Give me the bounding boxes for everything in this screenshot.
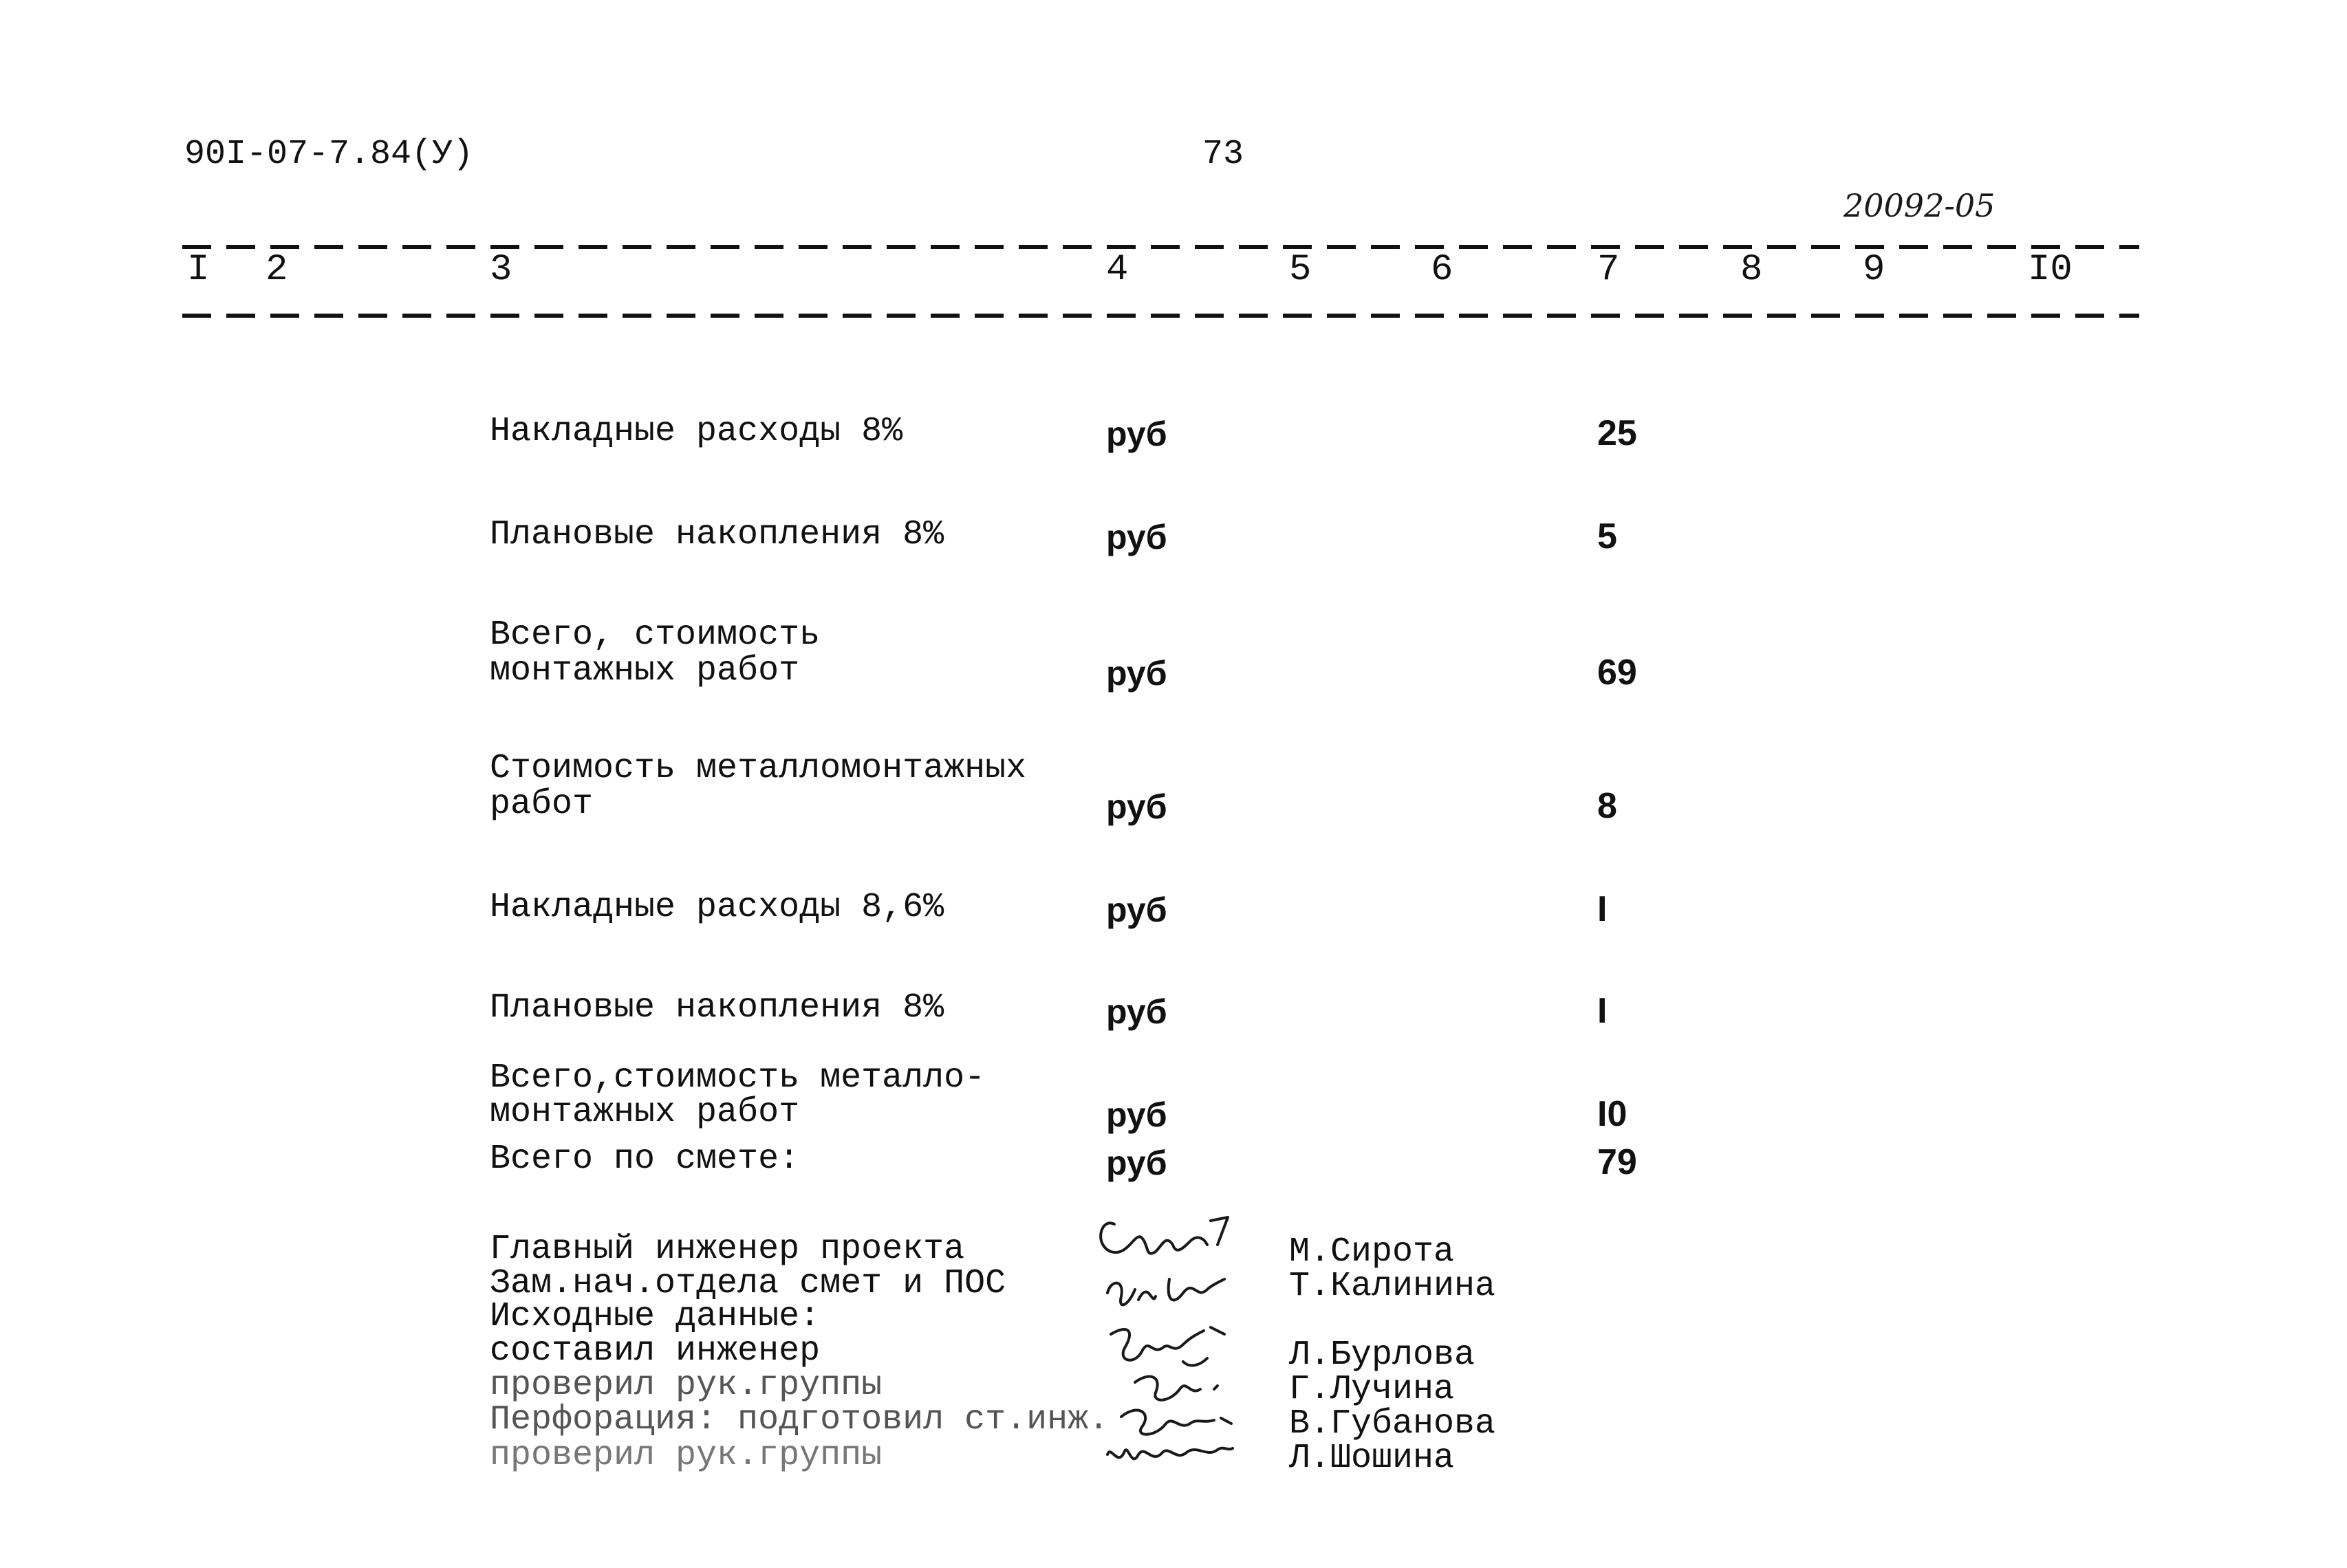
column-number: 7: [1597, 249, 1620, 291]
signer-role: проверил рук.группы: [490, 1436, 883, 1475]
row-value: I: [1597, 991, 1608, 1031]
row-value: 25: [1597, 413, 1637, 453]
column-number: I0: [2028, 249, 2073, 291]
column-number: 3: [490, 249, 512, 291]
handwritten-number: 20092-05: [1843, 187, 1996, 224]
signer-role: Главный инженер проекта: [490, 1230, 965, 1269]
row-label-line1: Стоимость металломонтажных: [490, 749, 1027, 788]
row-unit: руб: [1106, 891, 1167, 929]
row-unit: руб: [1106, 518, 1167, 556]
column-number: 8: [1740, 249, 1763, 291]
row-value: I0: [1597, 1094, 1627, 1134]
signer-role: составил инженер: [490, 1331, 821, 1371]
column-number: 9: [1863, 249, 1885, 291]
signature-image: [1087, 1197, 1293, 1485]
row-unit: руб: [1106, 415, 1167, 453]
row-label-line2: монтажных работ: [490, 651, 800, 690]
row-label: Плановые накопления 8%: [490, 515, 944, 554]
column-number: 6: [1431, 249, 1453, 291]
row-unit: руб: [1106, 1096, 1167, 1134]
row-label-line1: Всего,стоимость металло-: [490, 1058, 986, 1098]
page-number: 73: [1202, 135, 1244, 174]
column-header-bottom-rule: [182, 314, 2139, 318]
signer-name: В.Губанова: [1289, 1404, 1496, 1444]
signer-role: Зам.нач.отдела смет и ПОС: [490, 1264, 1006, 1303]
row-value: 69: [1597, 653, 1637, 693]
column-number: 4: [1106, 249, 1129, 291]
row-label: Накладные расходы 8%: [490, 412, 903, 451]
signer-role: Исходные данные:: [490, 1297, 821, 1336]
signer-name: Т.Калинина: [1289, 1267, 1496, 1306]
signer-name: М.Сирота: [1289, 1232, 1455, 1272]
row-label-line2: монтажных работ: [490, 1093, 800, 1132]
column-header-top-rule: [182, 245, 2139, 249]
row-label-line2: работ: [490, 785, 594, 824]
row-label-line1: Всего, стоимость: [490, 616, 821, 655]
row-label: Плановые накопления 8%: [490, 988, 944, 1027]
signer-name: Л.Бурлова: [1289, 1336, 1475, 1375]
signer-role: Перфорация: подготовил ст.инж.: [490, 1400, 1110, 1439]
column-number: I: [187, 249, 210, 291]
signer-role: проверил рук.группы: [490, 1366, 883, 1405]
column-number: 5: [1289, 249, 1312, 291]
document-code: 90I-07-7.84(У): [184, 135, 474, 174]
row-unit: руб: [1106, 787, 1167, 826]
row-label: Всего по смете:: [490, 1140, 800, 1179]
row-value: 8: [1597, 786, 1617, 826]
signer-name: Г.Лучина: [1289, 1370, 1455, 1409]
column-number: 2: [266, 249, 288, 291]
row-label: Накладные расходы 8,6%: [490, 888, 944, 927]
row-unit: руб: [1106, 992, 1167, 1031]
row-unit: руб: [1106, 1144, 1167, 1182]
signer-name: Л.Шошина: [1289, 1439, 1455, 1478]
row-unit: руб: [1106, 654, 1167, 693]
row-value: 5: [1597, 516, 1617, 556]
row-value: I: [1597, 889, 1608, 929]
row-value: 79: [1597, 1142, 1637, 1182]
